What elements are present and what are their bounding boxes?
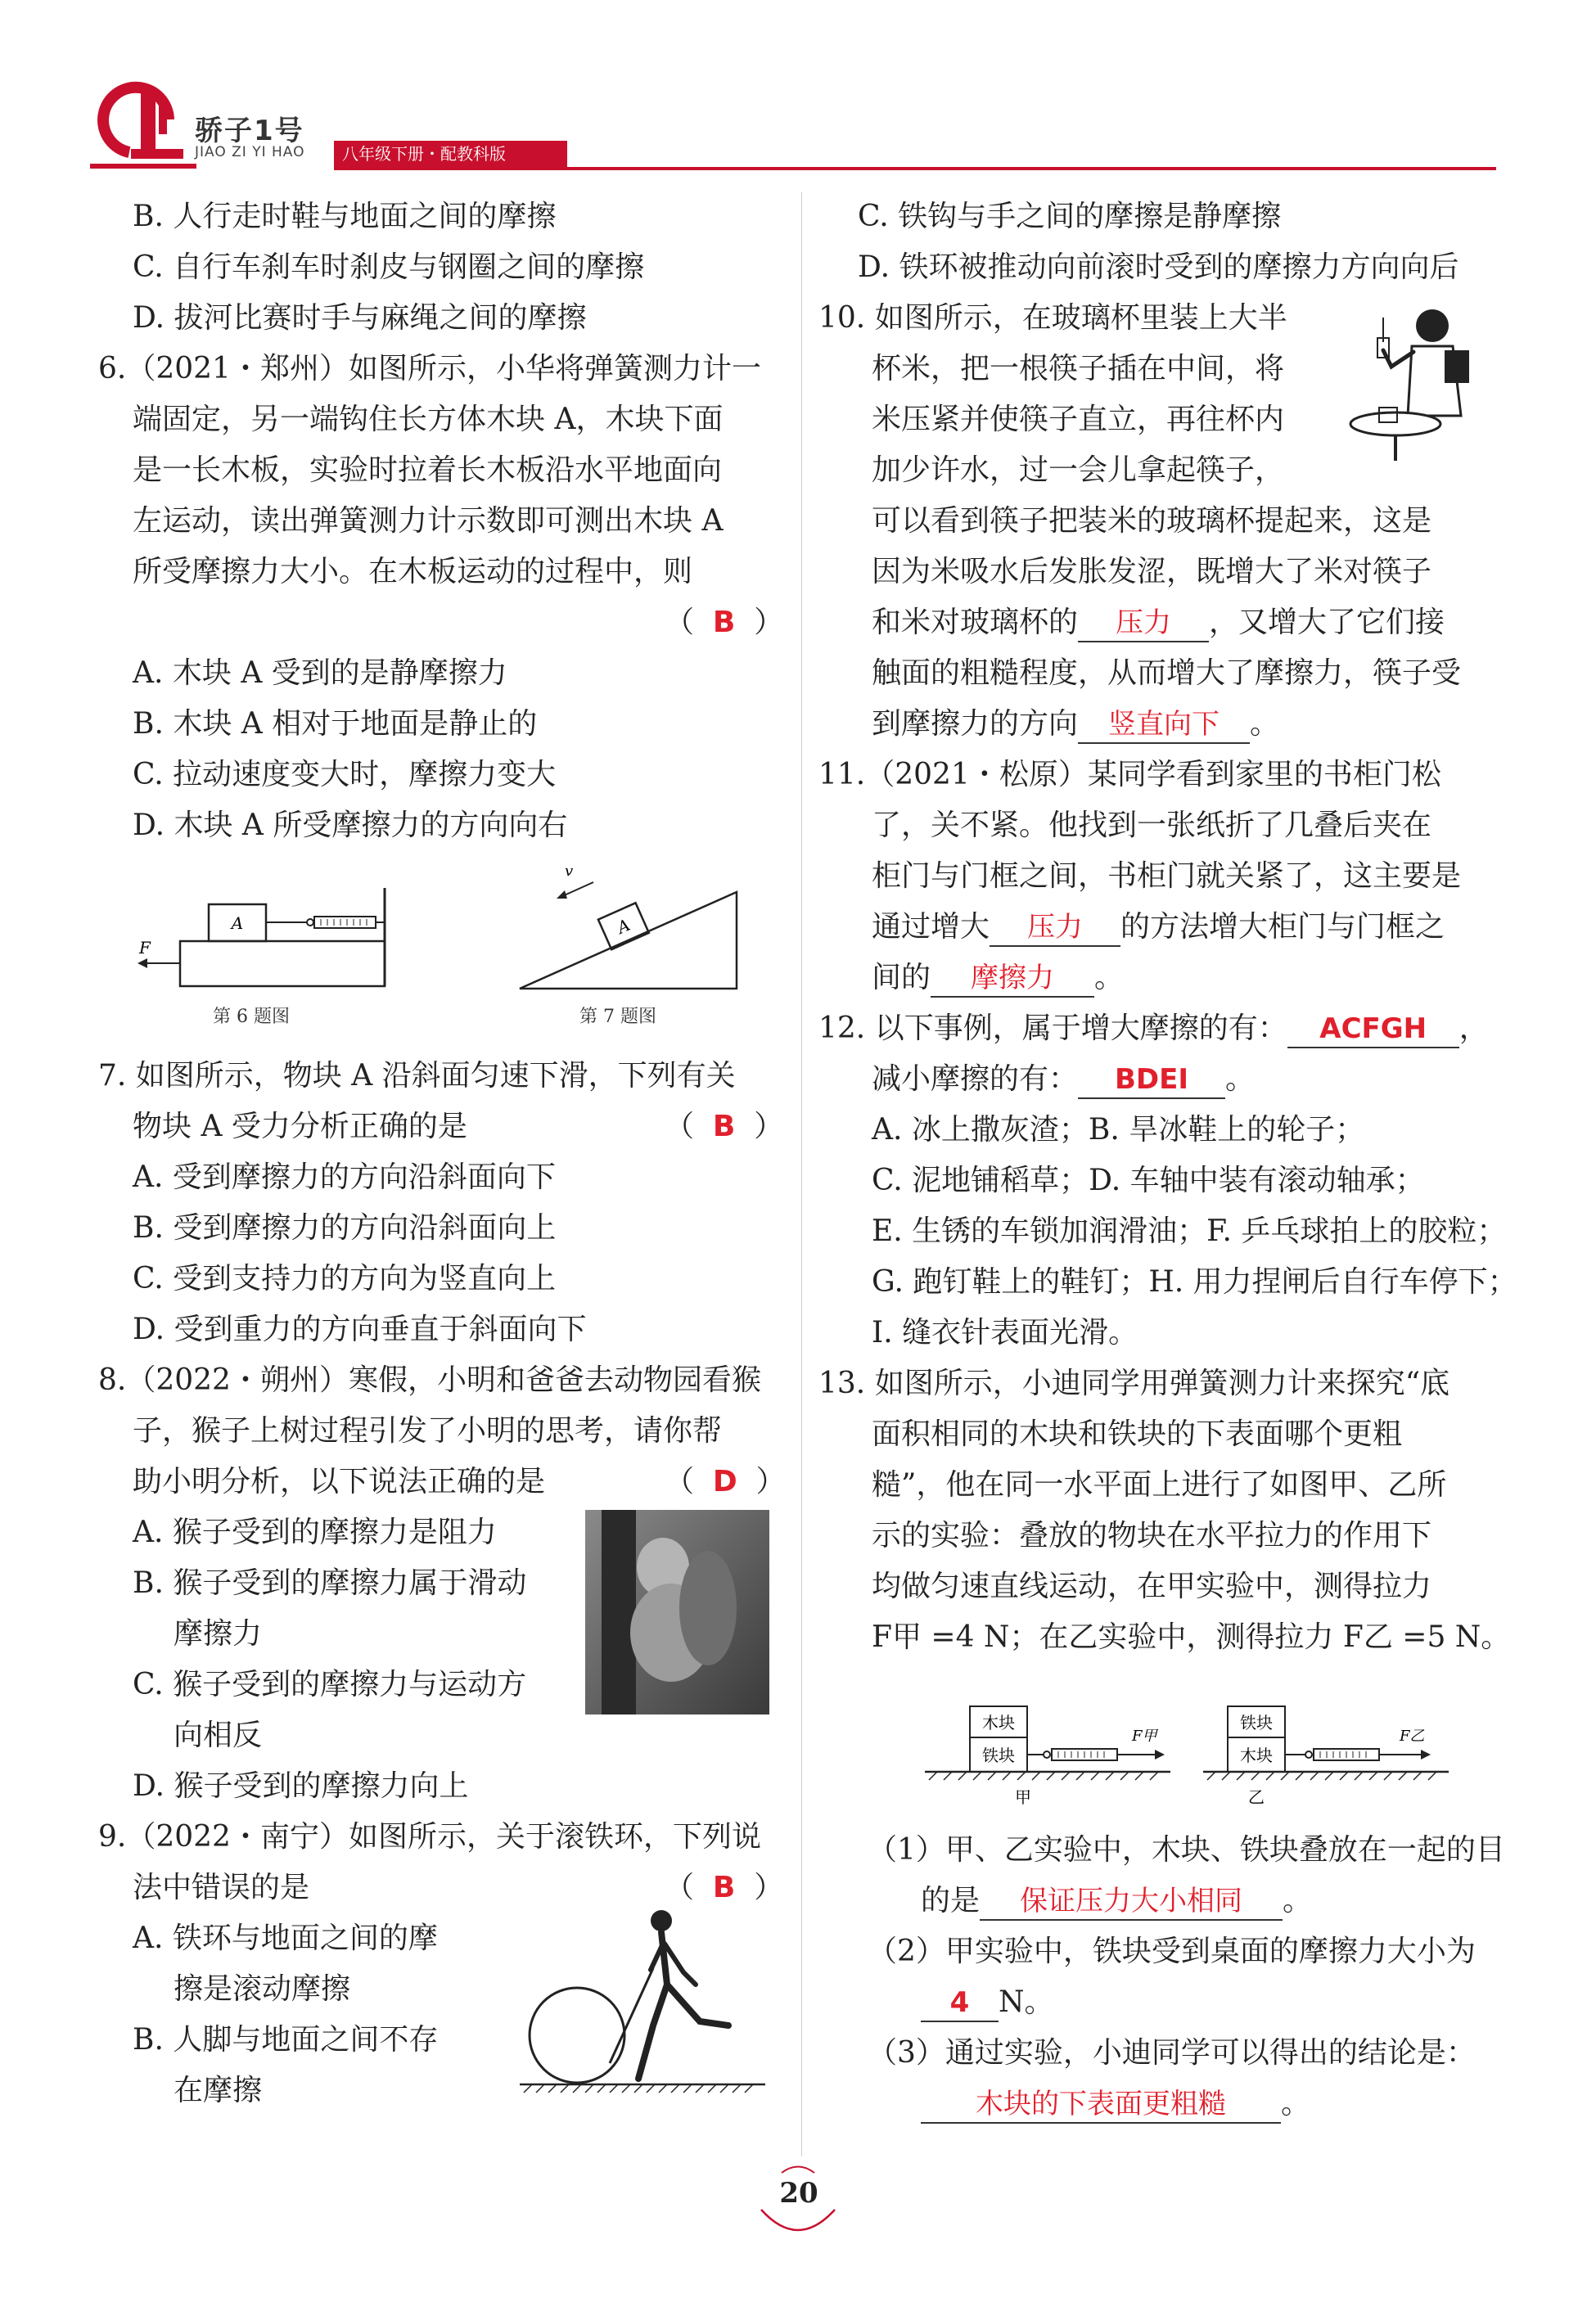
- q8-option-c: C. 猴子受到的摩擦力与运动方: [133, 1668, 527, 1701]
- q13-figure: [921, 1698, 1453, 1813]
- q10-text: ，又增大了它们接: [1209, 606, 1445, 639]
- fig7-caption: 第 7 题图: [579, 1007, 656, 1027]
- fig13-jia-top: 木块: [982, 1713, 1015, 1733]
- q13-stem-line: 面积相同的木块和铁块的下表面哪个更粗: [872, 1417, 1403, 1451]
- q12-blank-line: [818, 1003, 1489, 1054]
- q8-answer-box: （ D ）: [665, 1465, 786, 1498]
- q7-stem-line: 7. 如图所示，物块 A 沿斜面匀速下滑，下列有关: [98, 1059, 736, 1093]
- q10-stem-line: 加少许水，过一会儿拿起筷子，: [872, 453, 1285, 487]
- q6-stem-line: 左运动，读出弹簧测力计示数即可测出木块 A: [133, 504, 724, 538]
- q6-option-c: C. 拉动速度变大时，摩擦力变大: [133, 758, 557, 791]
- q10-blank-1: 压力: [1078, 605, 1209, 642]
- q12-text: 12. 以下事例，属于增大摩擦的有：: [818, 1012, 1287, 1045]
- q13-part1-line: （1）甲、乙实验中，木块、铁块叠放在一起的目: [868, 1833, 1505, 1867]
- q12-blank-2: BDEI: [1078, 1061, 1225, 1099]
- q10-figure: [1346, 301, 1502, 465]
- q9-option-a: A. 铁环与地面之间的摩: [133, 1922, 438, 1955]
- column-divider: [801, 192, 802, 2156]
- fig13-yi-top: 铁块: [1240, 1713, 1273, 1733]
- fig13-f-yi: F乙: [1400, 1728, 1425, 1745]
- q13-text: N。: [999, 1985, 1054, 2019]
- q10-blank-line: [872, 699, 1279, 750]
- q10-stem-line: 因为米吸水后发胀发涩，既增大了米对筷子: [872, 555, 1432, 588]
- q13-part1-blank-line: [921, 1876, 1312, 1926]
- grade-badge: 八年级下册・配教科版: [334, 141, 567, 167]
- figure-7: [516, 851, 745, 994]
- hoop-rolling-figure: [516, 1903, 769, 2099]
- q10-stem-line: 10. 如图所示，在玻璃杯里装上大半: [818, 301, 1287, 335]
- q6-option-d: D. 木块 A 所受摩擦力的方向向右: [133, 809, 568, 842]
- q12-item: G. 跑钉鞋上的鞋钉；H. 用力捏闸后自行车停下；: [872, 1265, 1517, 1299]
- q11-blank-2: 摩擦力: [931, 960, 1094, 998]
- fig6-label-f: F: [139, 938, 151, 957]
- q10-stem-line: 杯米，把一根筷子插在中间，将: [872, 352, 1285, 385]
- q6-option-a: A. 木块 A 受到的是静摩擦力: [133, 656, 507, 690]
- q7-option-b: B. 受到摩擦力的方向沿斜面向上: [133, 1211, 557, 1245]
- q8-option-a: A. 猴子受到的摩擦力是阻力: [133, 1516, 497, 1549]
- q5-option-c: C. 自行车刹车时刹皮与钢圈之间的摩擦: [133, 250, 645, 284]
- q11-text: 间的: [872, 961, 931, 994]
- brand-pinyin: JIAO ZI YI HAO: [195, 144, 305, 160]
- q8-stem-line: 8.（2022・朔州）寒假，小明和爸爸去动物园看猴: [98, 1363, 761, 1397]
- q10-stem-line: 米压紧并使筷子直立，再往杯内: [872, 403, 1285, 436]
- q8-stem-line: 助小明分析，以下说法正确的是: [133, 1465, 546, 1498]
- fig13-caption-jia: 甲: [1015, 1787, 1031, 1807]
- q11-blank-1: 压力: [990, 909, 1120, 947]
- q13-text: 。: [1283, 1884, 1313, 1917]
- header-rule: [334, 167, 1496, 170]
- q8-answer: D: [712, 1465, 737, 1498]
- q8-option-b-cont: 摩擦力: [174, 1617, 263, 1651]
- q9-option-a-cont: 擦是滚动摩擦: [174, 1972, 351, 2006]
- q6-stem-line: 所受摩擦力大小。在木板运动的过程中，则: [133, 555, 693, 588]
- q11-stem-line: 柜门与门框之间，书柜门就关紧了，这主要是: [872, 859, 1462, 893]
- q11-stem-line: 了，关不紧。他找到一张纸折了几叠后夹在: [872, 809, 1432, 842]
- q13-stem-line: 均做匀速直线运动，在甲实验中，测得拉力: [872, 1570, 1432, 1603]
- q7-stem-line: 物块 A 受力分析正确的是: [133, 1110, 467, 1143]
- q13-stem-line: F甲 =4 N；在乙实验中，测得拉力 F乙 =5 N。: [872, 1620, 1511, 1654]
- q10-text: 和米对玻璃杯的: [872, 606, 1079, 639]
- q7-answer-box: （ B ）: [665, 1110, 784, 1143]
- q9-option-c: C. 铁钩与手之间的摩擦是静摩擦: [858, 200, 1282, 233]
- q13-text: 的是: [921, 1884, 981, 1917]
- q6-stem-line: 端固定，另一端钩住长方体木块 A，木块下面: [133, 403, 724, 436]
- fig7-label-v: v: [565, 863, 574, 880]
- q13-blank-3: 木块的下表面更粗糙: [921, 2086, 1281, 2124]
- q13-stem-line: 13. 如图所示，小迪同学用弹簧测力计来探究“底: [818, 1367, 1450, 1400]
- q10-stem-line: 可以看到筷子把装米的玻璃杯提起来，这是: [872, 504, 1432, 538]
- fig7-label-a: A: [614, 914, 633, 938]
- q13-stem-line: 糙”，他在同一水平面上进行了如图甲、乙所: [872, 1468, 1447, 1502]
- fig13-f-jia: F甲: [1132, 1728, 1157, 1745]
- fig6-caption: 第 6 题图: [213, 1007, 290, 1027]
- fig6-label-a: A: [231, 913, 244, 933]
- q9-option-d: D. 铁环被推动向前滚时受到的摩擦力方向向后: [858, 250, 1459, 284]
- q11-blank-line: [872, 953, 1124, 1003]
- q7-answer: B: [712, 1110, 736, 1143]
- q11-blank-line: [872, 902, 1445, 953]
- q10-text: 到摩擦力的方向: [872, 707, 1079, 741]
- q12-item: E. 生锈的车锁加润滑油；F. 乒乓球拍上的胶粒；: [872, 1214, 1507, 1248]
- q9-answer: B: [712, 1871, 736, 1904]
- q10-blank-line: [872, 597, 1445, 648]
- q11-text: 。: [1094, 961, 1125, 994]
- q8-stem-line: 子，猴子上树过程引发了小明的思考，请你帮: [133, 1414, 723, 1448]
- q10-blank-2: 竖直向下: [1078, 706, 1250, 744]
- q7-option-c: C. 受到支持力的方向为竖直向上: [133, 1262, 557, 1295]
- q9-option-b: B. 人脚与地面之间不存: [133, 2023, 439, 2057]
- q6-answer-box: （ B ）: [665, 606, 784, 639]
- q7-option-d: D. 受到重力的方向垂直于斜面向下: [133, 1313, 587, 1346]
- q13-stem-line: 示的实验：叠放的物块在水平拉力的作用下: [872, 1519, 1432, 1552]
- brand-logo-icon: [90, 72, 196, 172]
- q8-option-d: D. 猴子受到的摩擦力向上: [133, 1769, 469, 1803]
- q5-option-d: D. 拔河比赛时手与麻绳之间的摩擦: [133, 301, 587, 335]
- q9-option-b-cont: 在摩擦: [174, 2074, 263, 2107]
- q12-text: 。: [1225, 1062, 1256, 1096]
- q7-option-a: A. 受到摩擦力的方向沿斜面向下: [133, 1160, 556, 1194]
- q13-part2-line: （2）甲实验中，铁块受到桌面的摩擦力大小为: [868, 1935, 1476, 1968]
- figure-6: [131, 888, 401, 994]
- q6-stem-line: 6.（2021・郑州）如图所示，小华将弹簧测力计一: [98, 352, 761, 385]
- q6-option-b: B. 木块 A 相对于地面是静止的: [133, 707, 538, 741]
- brand-title: 骄子1号: [195, 115, 304, 147]
- q13-blank-1: 保证压力大小相同: [980, 1883, 1283, 1921]
- q13-text: 。: [1281, 2087, 1311, 2120]
- q13-part3-blank-line: [921, 2079, 1310, 2129]
- q8-option-c-cont: 向相反: [174, 1719, 263, 1752]
- q12-text: 减小摩擦的有：: [872, 1062, 1079, 1096]
- q13-part2-blank-line: [921, 1977, 1054, 2028]
- q10-stem-line: 触面的粗糙程度，从而增大了摩擦力，筷子受: [872, 656, 1462, 690]
- q11-text: 的方法增大柜门与门框之: [1120, 910, 1445, 944]
- q12-blank-1: ACFGH: [1287, 1011, 1459, 1048]
- q5-option-b: B. 人行走时鞋与地面之间的摩擦: [133, 200, 557, 233]
- q12-item: I. 缝衣针表面光滑。: [872, 1316, 1138, 1350]
- q12-blank-line: [872, 1054, 1255, 1105]
- q6-stem-line: 是一长木板，实验时拉着长木板沿水平地面向: [133, 453, 723, 487]
- fig13-jia-bottom: 铁块: [982, 1746, 1015, 1765]
- monkey-photo: [585, 1510, 769, 1714]
- fig13-yi-bottom: 木块: [1240, 1746, 1273, 1765]
- fig13-caption-yi: 乙: [1248, 1787, 1265, 1807]
- q9-answer-box: （ B ）: [665, 1871, 784, 1904]
- q13-part3-line: （3）通过实验，小迪同学可以得出的结论是：: [868, 2036, 1476, 2070]
- q9-stem-line: 9.（2022・南宁）如图所示，关于滚铁环，下列说: [98, 1820, 761, 1854]
- q12-item: C. 泥地铺稻草；D. 车轴中装有滚动轴承；: [872, 1164, 1425, 1197]
- q9-stem-line: 法中错误的是: [133, 1871, 310, 1904]
- q11-text: 通过增大: [872, 910, 990, 944]
- q8-option-b: B. 猴子受到的摩擦力属于滑动: [133, 1566, 527, 1600]
- q10-text: 。: [1250, 707, 1280, 741]
- q13-blank-2: 4: [921, 1985, 999, 2022]
- q12-item: A. 冰上撒灰渣；B. 旱冰鞋上的轮子；: [872, 1113, 1365, 1147]
- q12-text: ，: [1458, 1012, 1489, 1045]
- page-number: 20: [779, 2177, 818, 2210]
- q11-stem-line: 11.（2021・松原）某同学看到家里的书柜门松: [818, 758, 1441, 791]
- q6-answer: B: [712, 606, 736, 639]
